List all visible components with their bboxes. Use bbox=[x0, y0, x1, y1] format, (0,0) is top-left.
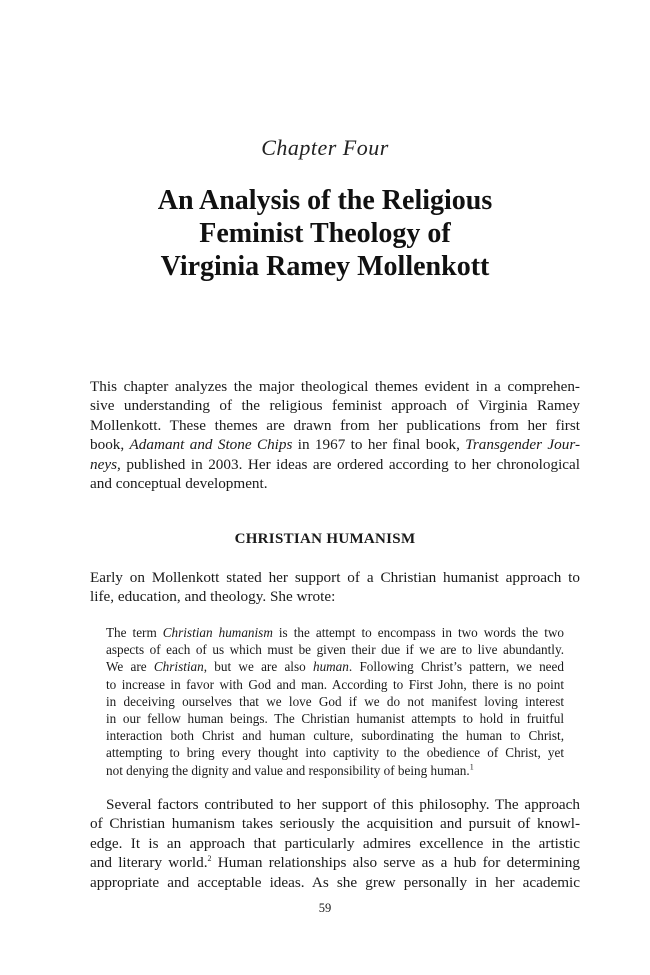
text-line: sive understanding of the religious feminist approach of Virginia Ramey bbox=[90, 397, 580, 415]
block-quote bbox=[106, 624, 564, 779]
quote-line: We are Christian, but we are also human. Following Christ’s pattern, we need bbox=[106, 659, 564, 675]
text-line: book, Adamant and Stone Chips in 1967 to her final book, Transgender Jour- bbox=[90, 436, 580, 454]
quote-line: not denying the dignity and value and responsibility of being human.$^1$ bbox=[106, 762, 474, 778]
chapter-title-line: Virginia Ramey Mollenkott bbox=[160, 251, 490, 282]
intro-paragraph bbox=[90, 377, 580, 493]
quote-line: interaction both Christ and human culture, subordinating the human to Christ, bbox=[106, 728, 564, 744]
text-line: Several factors contributed to her support of this philosophy. The approach bbox=[106, 796, 580, 813]
section-heading: CHRISTIAN HUMANISM bbox=[234, 531, 416, 547]
quote-line: to increase in favor with God and man. According to First John, there is no point bbox=[106, 676, 564, 692]
chapter-title bbox=[100, 184, 550, 283]
text-line: edge. It is an approach that particularly admires excellence in the artistic bbox=[90, 834, 580, 852]
text-line: of Christian humanism takes seriously the acquisition and pursuit of knowl- bbox=[90, 815, 580, 833]
book-title: Adamant and Stone Chips bbox=[129, 436, 293, 454]
footnote-marker: 2 bbox=[207, 854, 212, 864]
book-title: neys bbox=[90, 455, 117, 473]
chapter-title-line: Feminist Theology of bbox=[199, 218, 451, 249]
text-line: life, education, and theology. She wrote: bbox=[90, 588, 336, 606]
quote-line: in our fellow human beings. The Christian humanist attempts to hold in fruitful bbox=[106, 711, 564, 727]
emphasis: Christian bbox=[153, 659, 204, 675]
text-line: Early on Mollenkott stated her support of a Christian humanist approach to bbox=[90, 569, 580, 586]
text-line: appropriate and acceptable ideas. As she grew personally in her academic bbox=[90, 873, 580, 891]
page-number: 59 bbox=[318, 901, 332, 915]
quote-line: aspects of each of us which must be given their due if we are to live abundantly. bbox=[106, 642, 564, 658]
quote-line: attempting to bring every thought into captivity to the obedience of Christ, yet bbox=[106, 745, 564, 761]
body-paragraph bbox=[90, 795, 580, 892]
text-line: and conceptual development. bbox=[90, 475, 268, 493]
text-line: Mollenkott. These themes are drawn from her publications from her first bbox=[90, 416, 580, 434]
emphasis: Christian humanism bbox=[162, 625, 273, 640]
body-paragraph bbox=[90, 568, 580, 607]
quote-line: in deceiving ourselves that we love God if we do not manifest loving interest bbox=[106, 693, 564, 709]
footnote-marker: 1 bbox=[469, 762, 474, 772]
quote-line: The term Christian humanism is the attempt to encompass in two words the two bbox=[106, 625, 564, 640]
chapter-label: Chapter Four bbox=[261, 135, 389, 160]
text-line: This chapter analyzes the major theological themes evident in a comprehen- bbox=[90, 378, 580, 395]
text-line: neys, published in 2003. Her ideas are ordered according to her chronological bbox=[90, 455, 580, 473]
book-title: Transgender Jour- bbox=[465, 436, 580, 454]
text-line: and literary world.$^2$ Human relationships also serve as a hub for determining bbox=[90, 854, 580, 872]
emphasis: human bbox=[312, 659, 349, 675]
chapter-title-line: An Analysis of the Religious bbox=[157, 185, 493, 216]
